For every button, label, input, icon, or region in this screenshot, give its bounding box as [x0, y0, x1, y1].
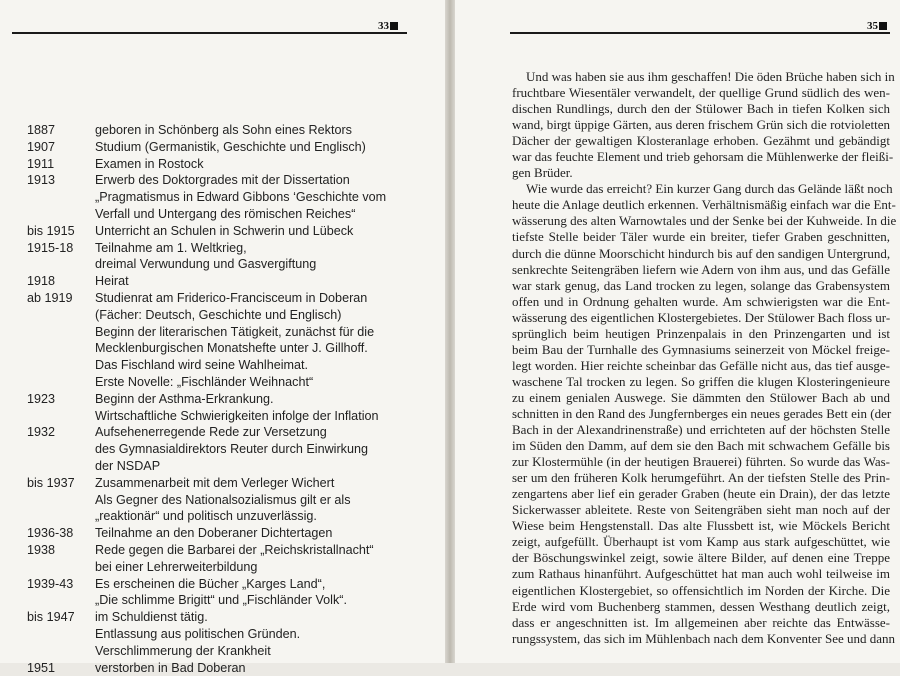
- chronology-line: Studienrat am Friderico-Francisceum in Doberan: [95, 290, 445, 307]
- body-text-line: Sickerwasser ableitete. Reste von Seitengräben sieht man noch auf der: [512, 502, 890, 518]
- chronology-line: Unterricht an Schulen in Schwerin und Lübeck: [95, 223, 445, 240]
- chronology-description: [95, 542, 445, 576]
- body-text-line: zum Rathaus hinanführt. Aufgeschüttet hat man auch wohl teilweise im: [512, 566, 890, 582]
- chronology-line: Beginn der Asthma-Erkrankung.: [95, 391, 445, 408]
- chronology-description: [95, 273, 445, 290]
- chronology-description: [95, 156, 445, 173]
- chronology-entry: [0, 391, 445, 425]
- chronology-entry: [0, 609, 445, 659]
- chronology-description: [95, 122, 445, 139]
- chronology-line: Das Fischland wird seine Wahlheimat.: [95, 357, 445, 374]
- chronology-line: Aufsehenerregende Rede zur Versetzung: [95, 424, 445, 441]
- chronology-year: 1887: [0, 122, 95, 139]
- body-text-line: ser um den früheren Kolk herumgeführt. An der tiefsten Stelle des Prin-: [512, 470, 890, 486]
- chronology-year: 1911: [0, 156, 95, 173]
- chronology-line: Zusammenarbeit mit dem Verleger Wichert: [95, 475, 445, 492]
- chronology-description: [95, 576, 445, 610]
- body-text-line: Wie wurde das erreicht? Ein kurzer Gang durch das Gelände läßt noch: [512, 181, 890, 197]
- chronology-entry: [0, 542, 445, 576]
- page-number-right: 35: [867, 20, 887, 32]
- chronology-entry: [0, 122, 445, 139]
- body-text-line: Und was haben sie aus ihm geschaffen! Die öden Brüche haben sich in: [512, 69, 890, 85]
- chronology-line: des Gymnasialdirektors Reuter durch Einwirkung: [95, 441, 445, 458]
- chronology-year: 1938: [0, 542, 95, 576]
- chronology-line: Verfall und Untergang des römischen Reiches“: [95, 206, 445, 223]
- page-number-marker-icon: [879, 22, 887, 30]
- header-rule-right: [510, 32, 890, 34]
- chronology-line: Studium (Germanistik, Geschichte und Englisch): [95, 139, 445, 156]
- chronology-line: im Schuldienst tätig.: [95, 609, 445, 626]
- chronology-year: 1936-38: [0, 525, 95, 542]
- chronology-line: bei einer Lehrerweiterbildung: [95, 559, 445, 576]
- body-text-line: wand, birgt üppige Gärten, aus deren frischem Grün sich die rotvioletten: [512, 117, 890, 133]
- chronology-entry: [0, 156, 445, 173]
- chronology-year: 1923: [0, 391, 95, 425]
- body-text-line: zeigt, aufgefüllt. Überhaupt ist vom Kamp aus stark aufgeschüttet, wie: [512, 534, 890, 550]
- chronology-description: [95, 240, 445, 274]
- book-gutter: [445, 0, 455, 663]
- body-text-line: schnitten in den Rand des Jungfernberges ein neues gerades Bett ein (der: [512, 406, 890, 422]
- body-text-line: zu einem genialen Auswege. Sie dämmten den Stülower Bach ab und: [512, 390, 890, 406]
- body-text-line: zur Klostermühle (in der heutigen Brauerei) führten. So wurde das Was-: [512, 454, 890, 470]
- chronology-line: verstorben in Bad Doberan: [95, 660, 445, 676]
- body-text-line: tiefste Stelle beider Täler wurde ein breiter, tiefer Graben geschnitten,: [512, 229, 890, 245]
- chronology-list: [0, 122, 445, 676]
- body-text-line: der Böschungswinkel zeigt, sowie ältere Bilder, auf denen eine Treppe: [512, 550, 890, 566]
- chronology-entry: [0, 223, 445, 240]
- body-text-line: heute die Anlage deutlich erkennen. Verhältnismäßig einfach war die Ent-: [512, 197, 890, 213]
- chronology-year: 1932: [0, 424, 95, 474]
- chronology-line: Examen in Rostock: [95, 156, 445, 173]
- chronology-line: Beginn der literarischen Tätigkeit, zunächst für die: [95, 324, 445, 341]
- chronology-description: [95, 391, 445, 425]
- page-number-left: 33: [378, 20, 398, 32]
- body-text-line: zengartens aber lief ein gerader Graben (heute ein Drain), der das letzte: [512, 486, 890, 502]
- chronology-line: dreimal Verwundung und Gasvergiftung: [95, 256, 445, 273]
- chronology-year: 1939-43: [0, 576, 95, 610]
- body-text-line: Erde wird vom Buchenberg stammen, dessen Westhang deutlich zeigt,: [512, 599, 890, 615]
- chronology-entry: [0, 240, 445, 274]
- chronology-description: [95, 660, 445, 676]
- chronology-line: „Pragmatismus in Edward Gibbons ‘Geschichte vom: [95, 189, 445, 206]
- chronology-year: 1915-18: [0, 240, 95, 274]
- body-text-line: offen und in Ordnung gehalten wurde. Am schwierigsten war die Ent-: [512, 294, 890, 310]
- chronology-year: 1913: [0, 172, 95, 222]
- body-text-line: Bach in der Alexandrinenstraße) und errichteten auf der höchsten Stelle: [512, 422, 890, 438]
- chronology-description: [95, 172, 445, 222]
- body-text-line: waschene Tal trocken zu legen. So griffen die klugen Klosteringenieure: [512, 374, 890, 390]
- chronology-line: geboren in Schönberg als Sohn eines Rektors: [95, 122, 445, 139]
- body-text-line: eigentlichen Klostergebiet, so offensichtlich im Norden der Kirche. Die: [512, 583, 890, 599]
- chronology-line: Mecklenburgischen Monatshefte unter J. Gillhoff.: [95, 340, 445, 357]
- body-text-line: dass er angeschnitten ist. Im allgemeinen aber reichte das Entwässe-: [512, 615, 890, 631]
- chronology-year: bis 1947: [0, 609, 95, 659]
- chronology-year: ab 1919: [0, 290, 95, 391]
- body-text-line: durch die dünne Moorschicht hindurch bis auf den sandigen Untergrund,: [512, 246, 890, 262]
- chronology-entry: [0, 424, 445, 474]
- chronology-line: Wirtschaftliche Schwierigkeiten infolge der Inflation: [95, 408, 445, 425]
- body-text-line: legt worden. Hier reichte scheinbar das Gefälle nicht aus, das tief ausge-: [512, 358, 890, 374]
- body-text-line: dischen Rundlings, durch den der Stülower Bach in tiefen Kolken sich: [512, 101, 890, 117]
- chronology-entry: [0, 475, 445, 525]
- chronology-line: der NSDAP: [95, 458, 445, 475]
- chronology-description: [95, 609, 445, 659]
- chronology-entry: [0, 139, 445, 156]
- body-text-line: Dächer der gewaltigen Klosteranlage erhoben. Gezähmt und gebändigt: [512, 133, 890, 149]
- chronology-description: [95, 290, 445, 391]
- chronology-line: Erwerb des Doktorgrades mit der Dissertation: [95, 172, 445, 189]
- chronology-year: 1907: [0, 139, 95, 156]
- body-text-line: Wiese beim Hengstenstall. Das alte Flussbett ist, wie Möckels Bericht: [512, 518, 890, 534]
- header-rule-left: [12, 32, 407, 34]
- page-number-marker-icon: [390, 22, 398, 30]
- body-text-line: senkrechte Seitengräben liefern wie Adern von ihm aus, und das Gefälle: [512, 262, 890, 278]
- chronology-line: Verschlimmerung der Krankheit: [95, 643, 445, 660]
- chronology-line: (Fächer: Deutsch, Geschichte und Englisch): [95, 307, 445, 324]
- body-text-line: im Süden den Damm, auf dem sie den Bach mit schwachem Gefälle bis: [512, 438, 890, 454]
- chronology-line: Teilnahme am 1. Weltkrieg,: [95, 240, 445, 257]
- chronology-year: bis 1937: [0, 475, 95, 525]
- chronology-year: 1918: [0, 273, 95, 290]
- chronology-line: Teilnahme an den Doberaner Dichtertagen: [95, 525, 445, 542]
- chronology-entry: [0, 273, 445, 290]
- body-text: [512, 69, 890, 647]
- chronology-description: [95, 139, 445, 156]
- chronology-line: Es erscheinen die Bücher „Karges Land“,: [95, 576, 445, 593]
- body-text-line: beim Bau der Turnhalle des Gymnasiums seinerzeit von Möckel freige-: [512, 342, 890, 358]
- body-text-line: war stark genug, das Land trocken zu legen, solange das Grabensystem: [512, 278, 890, 294]
- chronology-entry: [0, 172, 445, 222]
- chronology-description: [95, 525, 445, 542]
- chronology-entry: [0, 525, 445, 542]
- chronology-line: Heirat: [95, 273, 445, 290]
- chronology-line: Erste Novelle: „Fischländer Weihnacht“: [95, 374, 445, 391]
- chronology-line: Rede gegen die Barbarei der „Reichskristallnacht“: [95, 542, 445, 559]
- body-text-line: sprünglich beim heutigen Prinzenpalais in den Prinzengarten und ist: [512, 326, 890, 342]
- chronology-line: „Die schlimme Brigitt“ und „Fischländer Volk“.: [95, 592, 445, 609]
- chronology-entry: [0, 290, 445, 391]
- chronology-line: Entlassung aus politischen Gründen.: [95, 626, 445, 643]
- chronology-line: „reaktionär“ und politisch unzuverlässig.: [95, 508, 445, 525]
- chronology-description: [95, 223, 445, 240]
- body-text-line: war das feuchte Element und trieb gehorsam die Mühlenwerke der fleißi-: [512, 149, 890, 165]
- chronology-year: 1951: [0, 660, 95, 676]
- body-text-line: rungssystem, das sich im Mühlenbach nach dem Konventer See und dann: [512, 631, 890, 647]
- body-text-line: gen Brüder.: [512, 165, 890, 181]
- chronology-description: [95, 424, 445, 474]
- left-page: [0, 0, 445, 663]
- chronology-description: [95, 475, 445, 525]
- body-text-line: wässerung des alten Warnowtales und der Senke bei der Kuhweide. In die: [512, 213, 890, 229]
- chronology-year: bis 1915: [0, 223, 95, 240]
- chronology-line: Als Gegner des Nationalsozialismus gilt er als: [95, 492, 445, 509]
- body-text-line: fruchtbare Wiesentäler verwandelt, der quellige Grund südlich des wen-: [512, 85, 890, 101]
- chronology-entry: [0, 576, 445, 610]
- right-page: [455, 0, 900, 663]
- chronology-entry: [0, 660, 445, 676]
- body-text-line: wässerung des eigentlichen Klostergebietes. Der Stülower Bach floss ur-: [512, 310, 890, 326]
